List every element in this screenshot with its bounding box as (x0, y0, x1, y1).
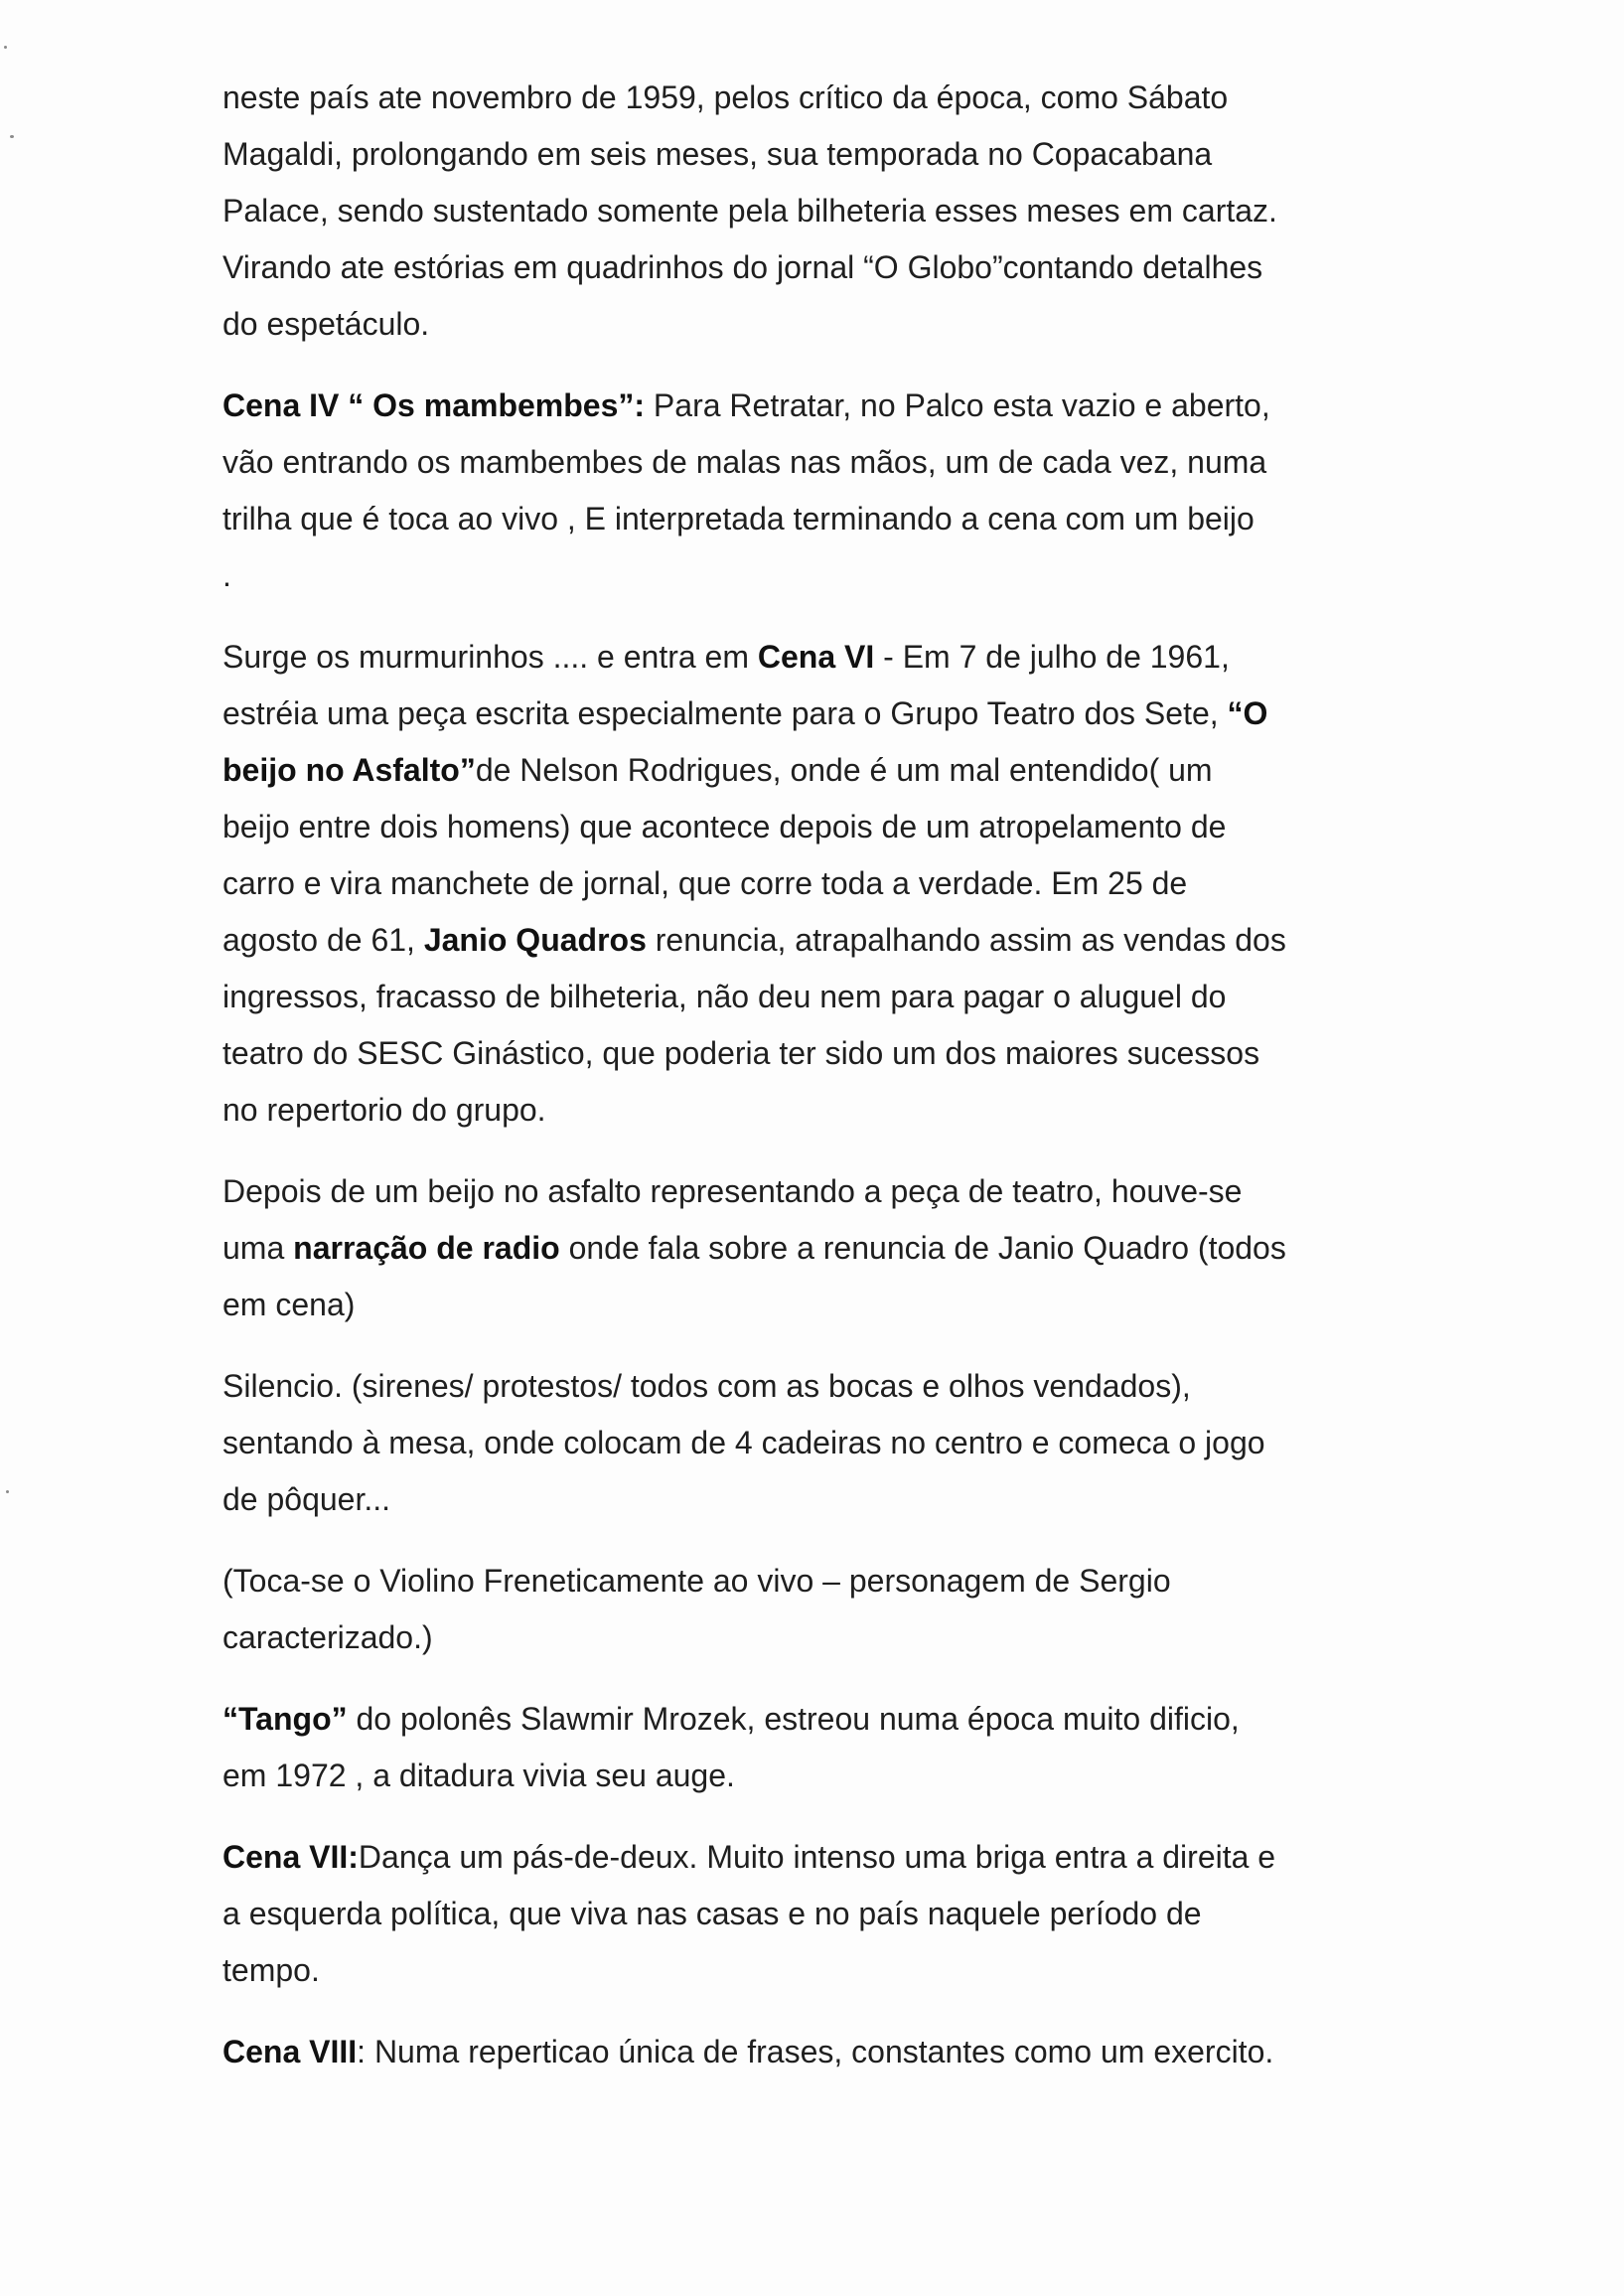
bold-text: “Tango” (222, 1701, 348, 1737)
text-run: estréia uma peça escrita especialmente para o Grupo Teatro dos Sete, (222, 695, 1228, 731)
scan-speck (4, 46, 7, 49)
text-run: em cena) (222, 1287, 356, 1322)
scan-speck (6, 1490, 9, 1493)
paragraph (222, 1829, 1404, 1999)
bold-text: Janio Quadros (423, 922, 647, 958)
text-run: Virando ate estórias em quadrinhos do jornal “O Globo”contando detalhes (222, 249, 1263, 285)
paragraph (222, 378, 1404, 604)
text-run: renuncia, atrapalhando assim as vendas dos (646, 922, 1286, 958)
bold-text: beijo no Asfalto” (222, 752, 476, 788)
text-run: (Toca-se o Violino Freneticamente ao vivo – personagem de Sergio (222, 1563, 1171, 1599)
paragraph (222, 629, 1404, 1139)
paragraph (222, 70, 1404, 353)
text-run: a esquerda política, que viva nas casas e no país naquele período de (222, 1896, 1202, 1931)
text-run: do polonês Slawmir Mrozek, estreou numa época muito dificio, (347, 1701, 1240, 1737)
text-run: ingressos, fracasso de bilheteria, não deu nem para pagar o aluguel do (222, 979, 1227, 1014)
text-run: Surge os murmurinhos .... e entra em (222, 639, 758, 675)
bold-text: Cena VIII (222, 2034, 358, 2069)
text-run: Silencio. (sirenes/ protestos/ todos com as bocas e olhos vendados), (222, 1368, 1191, 1404)
scan-speck (10, 135, 14, 138)
text-run: de pôquer... (222, 1481, 391, 1517)
paragraph (222, 1553, 1404, 1666)
text-run: carro e vira manchete de jornal, que corre toda a verdade. Em 25 de (222, 865, 1188, 901)
text-run: em 1972 , a ditadura vivia seu auge. (222, 1758, 735, 1793)
bold-text: “O (1227, 695, 1268, 731)
paragraph (222, 1691, 1404, 1804)
bold-text: narração de radio (293, 1230, 560, 1266)
text-run: Dança um pás-de-deux. Muito intenso uma briga entra a direita e (358, 1839, 1276, 1875)
text-run: Depois de um beijo no asfalto representando a peça de teatro, houve-se (222, 1173, 1243, 1209)
text-run: agosto de 61, (222, 922, 424, 958)
text-run: neste país ate novembro de 1959, pelos crítico da época, como Sábato (222, 79, 1229, 115)
document-body (222, 70, 1404, 2080)
text-run: uma (222, 1230, 294, 1266)
text-run: Para Retratar, no Palco esta vazio e aberto, (645, 387, 1270, 423)
bold-text: Cena VI (757, 639, 875, 675)
text-run: vão entrando os mambembes de malas nas mãos, um de cada vez, numa (222, 444, 1267, 480)
paragraph (222, 1358, 1404, 1528)
bold-text: Cena VII: (222, 1839, 359, 1875)
text-run: - Em 7 de julho de 1961, (874, 639, 1230, 675)
text-run: teatro do SESC Ginástico, que poderia ter sido um dos maiores sucessos (222, 1035, 1260, 1071)
text-run: tempo. (222, 1952, 320, 1988)
paragraph (222, 1163, 1404, 1333)
bold-text: Cena IV “ Os mambembes”: (222, 387, 646, 423)
text-run: sentando à mesa, onde colocam de 4 cadeiras no centro e comeca o jogo (222, 1425, 1265, 1460)
paragraph (222, 2024, 1404, 2080)
text-run: beijo entre dois homens) que acontece depois de um atropelamento de (222, 809, 1227, 844)
text-run: Palace, sendo sustentado somente pela bilheteria esses meses em cartaz. (222, 193, 1277, 229)
text-run: do espetáculo. (222, 306, 430, 342)
text-run: . (222, 557, 231, 593)
text-run: : Numa reperticao única de frases, constantes como um exercito. (357, 2034, 1274, 2069)
text-run: onde fala sobre a renuncia de Janio Quadro (todos (559, 1230, 1286, 1266)
text-run: caracterizado.) (222, 1619, 433, 1655)
text-run: trilha que é toca ao vivo , E interpretada terminando a cena com um beijo (222, 501, 1255, 536)
text-run: Magaldi, prolongando em seis meses, sua temporada no Copacabana (222, 136, 1213, 172)
text-run: de Nelson Rodrigues, onde é um mal entendido( um (475, 752, 1213, 788)
text-run: no repertorio do grupo. (222, 1092, 546, 1128)
